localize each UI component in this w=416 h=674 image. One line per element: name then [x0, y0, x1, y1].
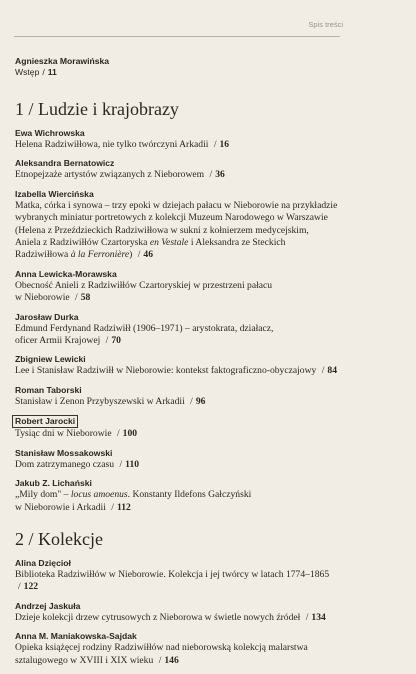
entry-title-line: (Helena z Przeździeckich Radziwiłłowa w sukni z kołnierzem medycejskim, — [15, 224, 309, 236]
entry-author: Andrzej Jaskuła — [15, 600, 81, 611]
entry-title-line: Tysiąc dni w Nieborowie / 100 — [15, 428, 138, 440]
entry-title-line: Biblioteka Radziwiłłów w Nieborowie. Kolekcja i jej twórcy w latach 1774–1865 / 122 — [15, 568, 330, 593]
entry-page-number: 36 — [215, 169, 225, 181]
page-separator: / — [105, 335, 109, 347]
entry-title-line: w Nieborowie / 58 — [15, 292, 91, 304]
toc-entry[interactable] — [15, 478, 345, 514]
entry-title-line: Lee i Stanisław Radziwiłł w Nieborowie: kontekst faktograficzno-obyczajowy / 84 — [15, 365, 337, 377]
entry-title-line: Etnopejzaże artystów związanych z Nieborowem / 36 — [15, 169, 225, 181]
entry-title-line: Stanisław i Zenon Przybyszewski w Arkadii / 96 — [15, 395, 206, 407]
page-separator: / — [209, 169, 213, 181]
entry-page-number: 122 — [23, 581, 39, 593]
entry-title-line: oficer Armii Krajowej / 70 — [15, 335, 121, 347]
page-separator: / — [158, 654, 162, 666]
entry-title-line: Radziwiłłowa à la Ferronière) / 46 — [15, 249, 154, 261]
toc-entry[interactable] — [15, 354, 345, 377]
page-separator: / — [190, 395, 193, 407]
entry-title-line: Matka, córka i synowa – trzy epoki w dziejach pałacu w Nieborowie na przykładzie — [15, 199, 338, 211]
entry-author: Jakub Z. Lichański — [15, 478, 92, 489]
entry-title-line: wybranych miniatur portretowych z kolekcji Muzeum Narodowego w Warszawie — [15, 212, 328, 224]
toc-entry[interactable] — [15, 558, 345, 594]
entry-page-number: 100 — [122, 428, 138, 440]
entry-title-text: Wstęp — [15, 67, 40, 77]
entry-author: Alina Dzięcioł — [15, 557, 71, 568]
entry-page-number: 11 — [47, 67, 57, 77]
entry-title-line: Aniela z Radziwiłłów Czartoryska en Vestale i Aleksandra ze Steckich — [15, 237, 286, 249]
page-separator: / — [42, 67, 45, 77]
page-separator: / — [111, 501, 114, 513]
entry-author: Robert Jarocki — [15, 415, 345, 428]
entry-page-number: 110 — [125, 458, 140, 470]
table-of-contents — [15, 56, 345, 674]
page-separator: / — [321, 365, 325, 377]
toc-entry-intro[interactable] — [15, 56, 345, 78]
entry-page-number: 112 — [116, 501, 131, 513]
entry-page-number: 70 — [111, 335, 121, 347]
toc-entry[interactable] — [15, 385, 345, 408]
entry-title-line: Opieka książęcej rodziny Radziwiłłów nad nieborowską kolekcją malarstwa — [15, 642, 308, 654]
page-separator: / — [137, 249, 141, 261]
toc-entry[interactable] — [15, 448, 345, 471]
entry-author: Izabella Wiercińska — [15, 188, 94, 199]
entry-title-line: w Nieborowie i Arkadii / 112 — [15, 501, 131, 513]
entry-author: Zbigniew Lewicki — [15, 354, 86, 365]
running-head: Spis treści — [308, 20, 343, 29]
entry-title — [15, 67, 345, 78]
entry-title-line: Edmund Ferdynand Radziwiłł (1906–1971) – arystokrata, działacz, — [15, 322, 274, 334]
page-separator: / — [116, 428, 120, 440]
entry-author: Jarosław Durka — [15, 311, 79, 322]
entry-title-line: Helena Radziwiłłowa, nie tylko twórczyni Arkadii / 16 — [15, 139, 230, 150]
entry-author: Anna M. Maniakowska-Sajdak — [15, 631, 137, 642]
entry-author: Ewa Wichrowska — [15, 128, 85, 138]
entry-title-line: Dzieje kolekcji drzew cytrusowych z Nieborowa w świetle nowych źródeł / 134 — [15, 611, 326, 623]
toc-entry[interactable] — [15, 601, 345, 624]
entry-author: Aleksandra Bernatowicz — [15, 158, 115, 169]
entry-author: Stanisław Mossakowski — [15, 447, 113, 458]
entry-title-line: sztalugowego w XVIII i XIX wieku / 146 — [15, 654, 179, 666]
toc-entry[interactable] — [15, 128, 345, 151]
entry-page-number: 96 — [195, 395, 206, 407]
entry-page-number: 58 — [80, 292, 91, 304]
toc-entry[interactable] — [15, 269, 345, 305]
entry-page-number: 134 — [311, 611, 326, 623]
header-rule — [14, 36, 340, 37]
entry-author: Roman Taborski — [15, 384, 82, 395]
entry-title-line: Obecność Anieli z Radziwiłłów Czartoryskiej w przestrzeni pałacu — [15, 279, 273, 291]
entry-author: Agnieszka Morawińska — [15, 56, 110, 66]
entry-page-number: 146 — [164, 654, 179, 666]
page-separator: / — [305, 611, 309, 623]
toc-entry[interactable] — [15, 189, 345, 262]
entry-title-line: „Mily dom" – locus amoenus. Konstanty Ildefons Gałczyński — [15, 489, 252, 501]
page-separator: / — [75, 292, 78, 304]
toc-entry[interactable] — [15, 158, 345, 181]
entry-author: Anna Lewicka-Morawska — [15, 268, 117, 279]
entry-page-number: 84 — [327, 365, 337, 377]
toc-entry[interactable] — [15, 415, 345, 440]
entry-page-number: 16 — [219, 139, 230, 150]
page-separator: / — [18, 581, 21, 593]
section-heading-1: 1 / Ludzie i krajobrazy — [15, 99, 179, 119]
toc-entry[interactable] — [15, 312, 345, 348]
page-separator: / — [119, 458, 123, 470]
entry-page-number: 46 — [143, 249, 154, 261]
page-separator: / — [213, 139, 217, 150]
section-heading-2: 2 / Kolekcje — [15, 528, 103, 549]
toc-entry[interactable] — [15, 631, 345, 667]
entry-title-line: Dom zatrzymanego czasu / 110 — [15, 458, 140, 470]
